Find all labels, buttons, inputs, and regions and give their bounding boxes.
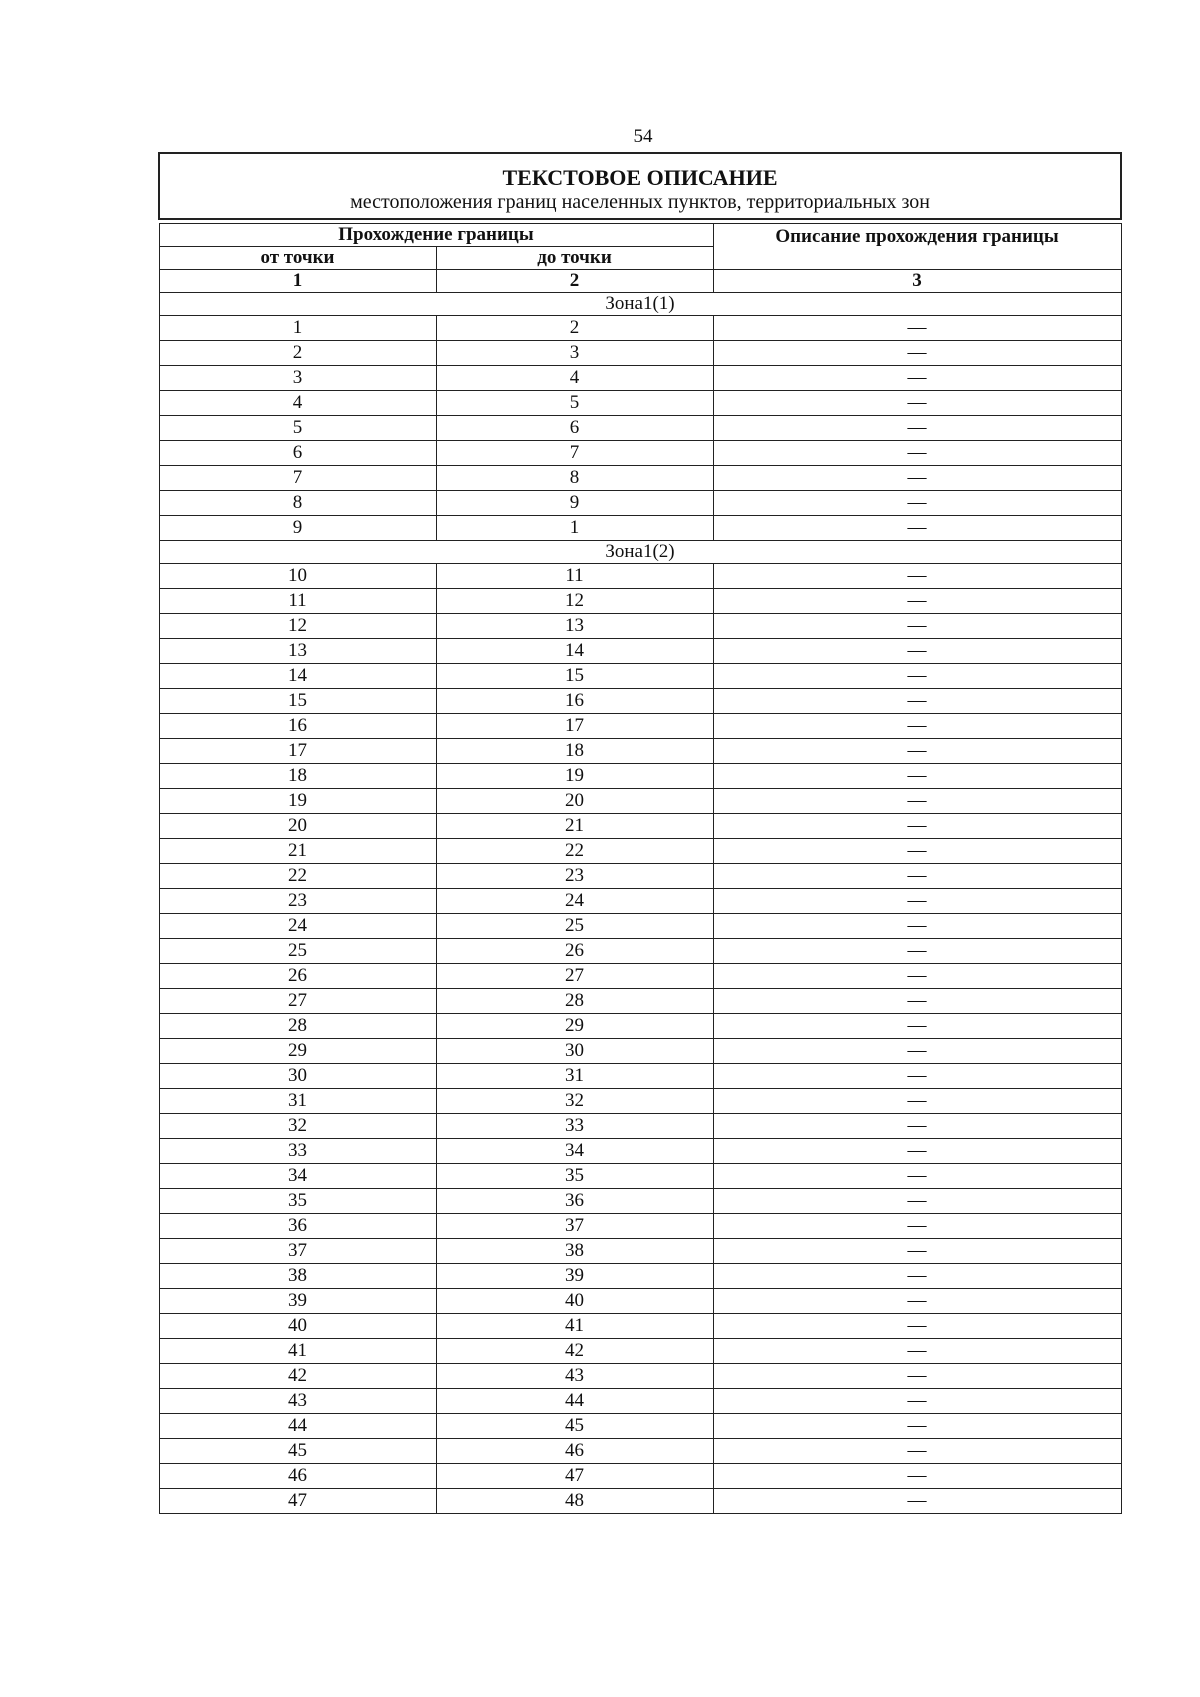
description-cell [713,789,1121,814]
dash-mark: — [907,640,927,661]
dash-mark: — [907,565,927,586]
to-point-cell: 32 [436,1089,713,1114]
to-point-cell: 27 [436,964,713,989]
to-point-cell: 18 [436,739,713,764]
dash-mark: — [907,517,927,538]
from-point-cell: 30 [159,1064,436,1089]
table-row [159,914,1121,939]
table-row [159,1239,1121,1264]
table-row [159,814,1121,839]
dash-mark: — [907,915,927,936]
description-cell [713,639,1121,664]
to-point-cell: 43 [436,1364,713,1389]
dash-mark: — [907,467,927,488]
from-point-cell: 40 [159,1314,436,1339]
to-point-cell: 6 [436,416,713,441]
to-point-cell: 36 [436,1189,713,1214]
zone-row [159,293,1121,316]
header-to: до точки [436,247,713,270]
column-number-2: 2 [436,270,713,293]
table-row [159,1314,1121,1339]
from-point-cell: 32 [159,1114,436,1139]
table-row [159,416,1121,441]
dash-mark: — [907,1040,927,1061]
column-number-3: 3 [713,270,1121,293]
from-point-cell: 14 [159,664,436,689]
to-point-cell: 33 [436,1114,713,1139]
dash-mark: — [907,1015,927,1036]
table-row [159,789,1121,814]
table-row [159,1439,1121,1464]
description-cell [713,964,1121,989]
page-number: 54 [633,126,653,147]
to-point-cell: 13 [436,614,713,639]
table-row [159,1264,1121,1289]
description-cell [713,1114,1121,1139]
header-from: от точки [159,247,436,270]
to-point-cell: 12 [436,589,713,614]
description-cell [713,516,1121,541]
table-row [159,589,1121,614]
dash-mark: — [907,417,927,438]
table-row [159,1389,1121,1414]
description-cell [713,889,1121,914]
from-point-cell: 29 [159,1039,436,1064]
column-number-row [159,270,1121,293]
to-point-cell: 22 [436,839,713,864]
description-cell [713,1314,1121,1339]
table-row [159,1064,1121,1089]
from-point-cell: 27 [159,989,436,1014]
table-row [159,441,1121,466]
to-point-cell: 20 [436,789,713,814]
from-point-cell: 41 [159,1339,436,1364]
dash-mark: — [907,1315,927,1336]
table-row [159,341,1121,366]
from-point-cell: 46 [159,1464,436,1489]
dash-mark: — [907,1165,927,1186]
to-point-cell: 28 [436,989,713,1014]
description-cell [713,466,1121,491]
description-cell [713,1264,1121,1289]
description-cell [713,1339,1121,1364]
from-point-cell: 6 [159,441,436,466]
table-row [159,939,1121,964]
from-point-cell: 8 [159,491,436,516]
dash-mark: — [907,1490,927,1511]
description-cell [713,764,1121,789]
table-row [159,1164,1121,1189]
description-cell [713,989,1121,1014]
table-row [159,391,1121,416]
table-row [159,664,1121,689]
dash-mark: — [907,790,927,811]
table-row [159,1489,1121,1514]
table-row [159,714,1121,739]
to-point-cell: 29 [436,1014,713,1039]
from-point-cell: 12 [159,614,436,639]
description-cell [713,1064,1121,1089]
boundary-table [158,152,1122,1514]
to-point-cell: 19 [436,764,713,789]
description-cell [713,614,1121,639]
from-point-cell: 20 [159,814,436,839]
from-point-cell: 17 [159,739,436,764]
table-row [159,316,1121,341]
dash-mark: — [907,815,927,836]
table-row [159,1039,1121,1064]
zone-label: Зона1(1) [159,293,1121,316]
to-point-cell: 11 [436,564,713,589]
table-row [159,889,1121,914]
to-point-cell: 46 [436,1439,713,1464]
description-cell [713,664,1121,689]
description-cell [713,1464,1121,1489]
dash-mark: — [907,1215,927,1236]
to-point-cell: 1 [436,516,713,541]
from-point-cell: 16 [159,714,436,739]
description-cell [713,839,1121,864]
from-point-cell: 42 [159,1364,436,1389]
title-cell [159,153,1121,219]
to-point-cell: 48 [436,1489,713,1514]
dash-mark: — [907,392,927,413]
from-point-cell: 15 [159,689,436,714]
table-row [159,466,1121,491]
dash-mark: — [907,1190,927,1211]
title-row [159,153,1121,219]
description-cell [713,366,1121,391]
to-point-cell: 23 [436,864,713,889]
from-point-cell: 31 [159,1089,436,1114]
dash-mark: — [907,342,927,363]
description-cell [713,1289,1121,1314]
to-point-cell: 41 [436,1314,713,1339]
description-cell [713,689,1121,714]
description-cell [713,564,1121,589]
zone-label: Зона1(2) [159,541,1121,564]
to-point-cell: 34 [436,1139,713,1164]
description-cell [713,1239,1121,1264]
to-point-cell: 14 [436,639,713,664]
to-point-cell: 15 [436,664,713,689]
dash-mark: — [907,1415,927,1436]
dash-mark: — [907,590,927,611]
description-cell [713,341,1121,366]
table-row [159,989,1121,1014]
from-point-cell: 22 [159,864,436,889]
description-cell [713,714,1121,739]
from-point-cell: 4 [159,391,436,416]
to-point-cell: 35 [436,1164,713,1189]
to-point-cell: 40 [436,1289,713,1314]
from-point-cell: 36 [159,1214,436,1239]
to-point-cell: 25 [436,914,713,939]
dash-mark: — [907,665,927,686]
document-subtitle: местоположения границ населенных пунктов, территориальных зон [350,191,930,213]
dash-mark: — [907,965,927,986]
description-cell [713,589,1121,614]
description-cell [713,1364,1121,1389]
dash-mark: — [907,990,927,1011]
from-point-cell: 34 [159,1164,436,1189]
table-row [159,1464,1121,1489]
to-point-cell: 8 [436,466,713,491]
dash-mark: — [907,317,927,338]
table-row [159,491,1121,516]
to-point-cell: 7 [436,441,713,466]
dash-mark: — [907,1390,927,1411]
table-row [159,764,1121,789]
to-point-cell: 38 [436,1239,713,1264]
table-row [159,964,1121,989]
to-point-cell: 16 [436,689,713,714]
to-point-cell: 5 [436,391,713,416]
dash-mark: — [907,1265,927,1286]
dash-mark: — [907,1115,927,1136]
description-cell [713,914,1121,939]
column-number-1: 1 [159,270,436,293]
description-cell [713,391,1121,416]
description-cell [713,1089,1121,1114]
description-cell [713,416,1121,441]
dash-mark: — [907,840,927,861]
from-point-cell: 19 [159,789,436,814]
from-point-cell: 33 [159,1139,436,1164]
table-row [159,1114,1121,1139]
from-point-cell: 38 [159,1264,436,1289]
description-cell [713,1414,1121,1439]
dash-mark: — [907,442,927,463]
dash-mark: — [907,715,927,736]
to-point-cell: 45 [436,1414,713,1439]
description-cell [713,939,1121,964]
from-point-cell: 47 [159,1489,436,1514]
dash-mark: — [907,940,927,961]
table-row [159,839,1121,864]
to-point-cell: 39 [436,1264,713,1289]
to-point-cell: 26 [436,939,713,964]
table-row [159,1339,1121,1364]
dash-mark: — [907,1365,927,1386]
description-cell [713,1389,1121,1414]
from-point-cell: 24 [159,914,436,939]
table-row [159,739,1121,764]
from-point-cell: 28 [159,1014,436,1039]
from-point-cell: 13 [159,639,436,664]
dash-mark: — [907,890,927,911]
dash-mark: — [907,765,927,786]
table-row [159,1139,1121,1164]
to-point-cell: 31 [436,1064,713,1089]
to-point-cell: 44 [436,1389,713,1414]
from-point-cell: 3 [159,366,436,391]
header-passage: Прохождение границы [159,224,713,247]
table-row [159,1014,1121,1039]
from-point-cell: 45 [159,1439,436,1464]
description-cell [713,814,1121,839]
table-row [159,564,1121,589]
description-cell [713,1439,1121,1464]
from-point-cell: 37 [159,1239,436,1264]
to-point-cell: 9 [436,491,713,516]
to-point-cell: 2 [436,316,713,341]
dash-mark: — [907,1240,927,1261]
dash-mark: — [907,615,927,636]
header-row-1 [159,224,1121,247]
dash-mark: — [907,690,927,711]
table-row [159,366,1121,391]
table-row [159,1414,1121,1439]
dash-mark: — [907,1090,927,1111]
description-cell [713,1014,1121,1039]
from-point-cell: 21 [159,839,436,864]
description-cell [713,1214,1121,1239]
table-row [159,1089,1121,1114]
table-row [159,1364,1121,1389]
description-cell [713,864,1121,889]
description-cell [713,491,1121,516]
dash-mark: — [907,1140,927,1161]
from-point-cell: 10 [159,564,436,589]
to-point-cell: 47 [436,1464,713,1489]
table-row [159,689,1121,714]
table-row [159,516,1121,541]
description-cell [713,1189,1121,1214]
table-row [159,1289,1121,1314]
description-cell [713,1139,1121,1164]
to-point-cell: 30 [436,1039,713,1064]
to-point-cell: 21 [436,814,713,839]
table-row [159,639,1121,664]
to-point-cell: 37 [436,1214,713,1239]
description-cell [713,1039,1121,1064]
description-cell [713,1489,1121,1514]
dash-mark: — [907,1290,927,1311]
from-point-cell: 35 [159,1189,436,1214]
dash-mark: — [907,740,927,761]
from-point-cell: 25 [159,939,436,964]
from-point-cell: 5 [159,416,436,441]
from-point-cell: 43 [159,1389,436,1414]
boundary-description-document [158,152,1120,1514]
from-point-cell: 9 [159,516,436,541]
from-point-cell: 23 [159,889,436,914]
table-row [159,1214,1121,1239]
description-cell [713,739,1121,764]
dash-mark: — [907,1340,927,1361]
table-row [159,1189,1121,1214]
from-point-cell: 26 [159,964,436,989]
from-point-cell: 39 [159,1289,436,1314]
dash-mark: — [907,1065,927,1086]
dash-mark: — [907,1465,927,1486]
table-row [159,864,1121,889]
header-description: Описание прохождения границы [713,224,1121,270]
description-cell [713,316,1121,341]
description-cell [713,1164,1121,1189]
to-point-cell: 4 [436,366,713,391]
document-title: ТЕКСТОВОЕ ОПИСАНИЕ [502,165,778,190]
from-point-cell: 2 [159,341,436,366]
from-point-cell: 11 [159,589,436,614]
to-point-cell: 24 [436,889,713,914]
table-row [159,614,1121,639]
to-point-cell: 3 [436,341,713,366]
zone-row [159,541,1121,564]
from-point-cell: 7 [159,466,436,491]
from-point-cell: 1 [159,316,436,341]
to-point-cell: 42 [436,1339,713,1364]
to-point-cell: 17 [436,714,713,739]
dash-mark: — [907,865,927,886]
dash-mark: — [907,367,927,388]
description-cell [713,441,1121,466]
dash-mark: — [907,492,927,513]
dash-mark: — [907,1440,927,1461]
from-point-cell: 18 [159,764,436,789]
from-point-cell: 44 [159,1414,436,1439]
